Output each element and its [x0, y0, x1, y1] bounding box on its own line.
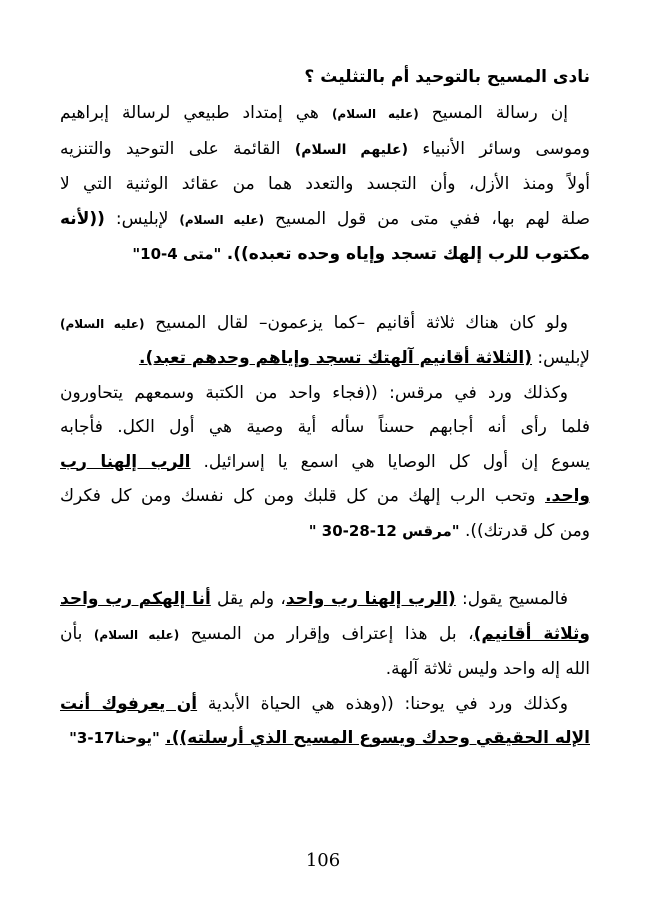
text: وتحب الرب إلهك من كل قلبك ومن كل نفسك ومن كل فكرك — [60, 486, 536, 506]
quote-text: أن يعرفوك أنت — [60, 693, 198, 714]
citation: "يوحنا17-3" — [69, 729, 160, 747]
quote-text: (الرب إلهنا رب واحد — [285, 589, 456, 609]
honorific: (عليه السلام) — [331, 107, 419, 121]
text: لإبليس: — [115, 208, 169, 229]
p2-line-2 — [60, 341, 590, 376]
p3-line-3: الله إله واحد وليس ثلاثة آلهة. — [385, 659, 590, 679]
p3-line-4 — [60, 687, 590, 722]
text: وكذلك ورد في يوحنا: — [404, 693, 569, 714]
p2-line-7 — [60, 514, 590, 549]
quote-text: مكتوب للرب إلهك تسجد وإياه وحده تعبده)). — [226, 244, 590, 264]
text: ولو كان هناك ثلاثة أقانيم –كما يزعمون– لقال المسيح — [155, 312, 568, 333]
quote-text: ((فجاء واحد من الكتبة وسمعهم يتحاورون — [60, 382, 378, 403]
text: يسوع إن أول كل الوصايا هي اسمع يا إسرائيل. — [203, 451, 590, 472]
p1-line-2 — [60, 132, 590, 168]
p2-line-6 — [60, 479, 590, 514]
text: لإبليس: — [537, 348, 590, 368]
text: وكذلك ورد في مرقس: — [389, 382, 568, 403]
text: ومن كل قدرتك)). — [464, 520, 590, 541]
honorific: (عليه السلام) — [179, 212, 265, 227]
p1-line-3: أولاً ومنذ الأزل، وأن التجسد والتعدد هما من عقائد الوثنية التي لا — [60, 174, 590, 194]
text: إن رسالة المسيح — [431, 103, 568, 123]
text: هي إمتداد طبيعي لرسالة إبراهيم — [60, 103, 319, 123]
text: ، بل هذا إعتراف وإقرار من المسيح — [190, 623, 474, 644]
citation: "متى 4-10" — [132, 245, 222, 263]
quote-text: ((لأنه — [60, 208, 105, 229]
p3-line-1 — [60, 582, 590, 617]
honorific: (عليه السلام) — [60, 316, 145, 331]
honorific: (عليهم السلام) — [294, 141, 408, 158]
quote-text: وثلاثة أقانيم) — [473, 623, 590, 644]
section-heading: نادى المسيح بالتوحيد أم بالتثليث ؟ — [304, 67, 590, 87]
paragraph-2 — [60, 306, 590, 549]
p2-line-5 — [60, 445, 590, 480]
quote-text: الرب إلهنا رب — [60, 451, 191, 472]
text: فالمسيح يقول: — [462, 589, 568, 609]
text: وموسى وسائر الأنبياء — [422, 138, 591, 159]
text: صلة لهم بها، ففي متى من قول المسيح — [275, 208, 591, 229]
paragraph-3 — [60, 582, 590, 756]
p3-line-2 — [60, 617, 590, 653]
p1-line-5 — [60, 237, 590, 272]
page-body — [60, 62, 590, 756]
text: ، ولم يقل — [217, 589, 286, 609]
p2-line-3 — [60, 376, 590, 411]
p2-line-1 — [60, 306, 590, 342]
paragraph-gap — [60, 548, 590, 582]
p1-line-4 — [60, 202, 590, 238]
quote-text: (الثلاثة أقانيم آلهتك تسجد وإياهم وحدهم تعبد). — [139, 348, 532, 368]
quote-text: أنا إلهكم رب واحد — [60, 589, 211, 609]
honorific: (عليه السلام) — [93, 627, 180, 642]
citation: "مرقس 12-28-30 " — [308, 521, 460, 540]
page-number: 106 — [305, 850, 341, 871]
paragraph-1 — [60, 96, 590, 272]
quote-text: الإله الحقيقي وحدك ويسوع المسيح الذي أرسلته)). — [165, 728, 590, 748]
paragraph-gap — [60, 272, 590, 306]
p1-line-1 — [60, 96, 590, 132]
text: بأن — [60, 623, 83, 644]
quote-text: ((وهذه هي الحياة الأبدية — [207, 693, 394, 714]
p2-line-4: فلما رأى أنه أجابهم حسناً سأله أية وصية هي أول الكل. فأجابه — [60, 417, 590, 437]
text: القائمة على التوحيد والتنزيه — [60, 138, 281, 159]
p3-line-5 — [60, 721, 590, 756]
quote-text: واحد. — [545, 486, 590, 506]
